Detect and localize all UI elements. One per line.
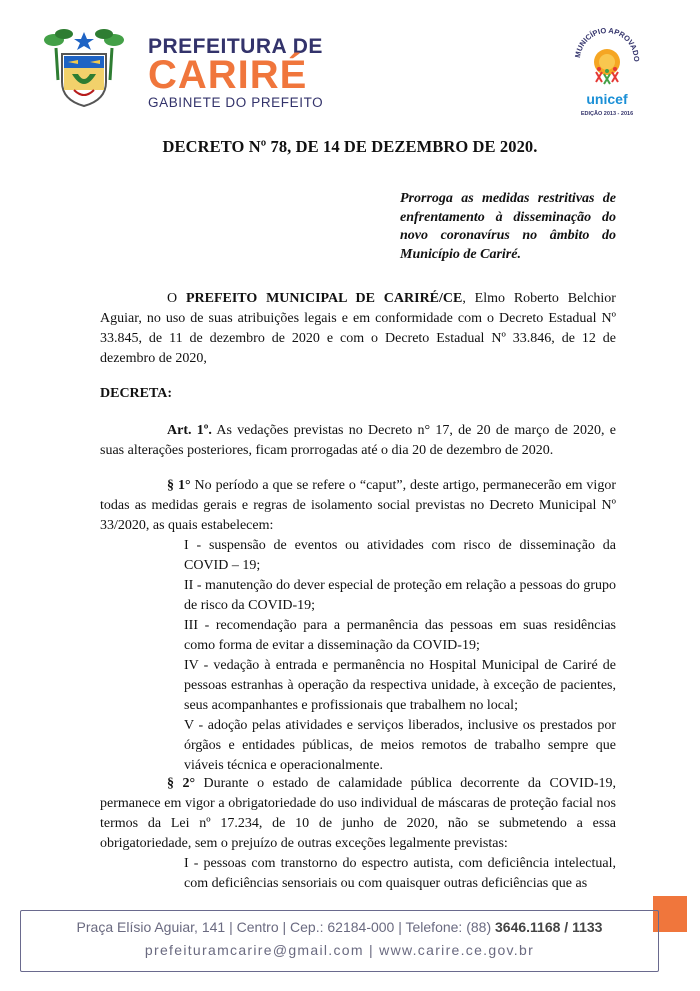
logo-line-carire: CARIRÉ: [148, 53, 308, 97]
paragraph-1: [100, 476, 616, 776]
preamble-authority: PREFEITO MUNICIPAL DE CARIRÉ/CE: [185, 291, 463, 306]
paragraph-2-item: I - pessoas com transtorno do espectro autista, com deficiência intelectual, com deficiências sensoriais ou com quaisquer outras deficiências que as: [184, 856, 616, 891]
paragraph-1-item: IV - vedação à entrada e permanência no Hospital Municipal de Cariré de pessoas estranhas à operação da respectiva unidade, à exceção de pacientes, seus acompanhantes e profissionais que trabalhem no local;: [184, 658, 616, 713]
paragraph-2: [100, 774, 616, 894]
seal-arc-text: MUNICÍPIO APROVADO: [573, 25, 642, 62]
logo-line-gabinete: GABINETE DO PREFEITO: [148, 95, 324, 110]
unicef-seal-icon: [572, 24, 642, 120]
article-1: [100, 421, 616, 461]
article-1-label: Art. 1º.: [167, 423, 212, 438]
seal-brand: unicef: [586, 91, 628, 107]
decreta-heading: DECRETA:: [100, 386, 173, 401]
paragraph-2-label: § 2°: [167, 776, 196, 791]
article-1-text: As vedações previstas no Decreto n° 17, de 20 de março de 2020, e suas alterações posteriores, ficam prorrogadas até o dia 20 de dezembro de 2020.: [100, 423, 617, 458]
decreta-heading-block: [100, 384, 616, 404]
decree-title: DECRETO Nº 78, DE 14 DE DEZEMBRO DE 2020.: [162, 137, 538, 156]
paragraph-1-item: V - adoção pelas atividades e serviços liberados, inclusive os prestados por órgãos e entidades públicas, de meios remotos de trabalho sempre que viáveis técnica e operacionalmente.: [184, 718, 616, 773]
paragraph-1-item: II - manutenção do dever especial de proteção em relação a pessoas do grupo de risco da COVID-19;: [184, 578, 616, 613]
paragraph-2-text: Durante o estado de calamidade pública decorrente da COVID-19, permanece em vigor a obrigatoriedade do uso individual de máscaras de proteção facial nos termos da Lei nº 17.234, de 10 de junho de 2020, não se submetendo a essa obrigatoriedade, sem o prejuízo de outras exceções legalmente previstas:: [100, 776, 616, 851]
footer-address: [20, 919, 659, 935]
municipal-crest-icon: [44, 20, 124, 110]
footer-phones: 3646.1168 / 1133: [495, 919, 603, 935]
decree-summary: Prorroga as medidas restritivas de enfrentamento à disseminação do novo coronavírus no âmbito do Município de Cariré.: [400, 191, 616, 262]
seal-edition: EDIÇÃO 2013 - 2016: [580, 111, 634, 117]
preamble: [100, 289, 616, 369]
paragraph-1-label: § 1°: [167, 478, 191, 493]
footer-address-text: Praça Elísio Aguiar, 141 | Centro | Cep.: 62184-000 | Telefone: (88): [76, 919, 495, 935]
footer-contact: prefeituramcarire@gmail.com | www.carire.ce.gov.br: [144, 942, 535, 958]
preamble-intro: O: [167, 291, 186, 306]
paragraph-1-text: No período a que se refere o “caput”, deste artigo, permanecerão em vigor todas as medidas gerais e regras de isolamento social previstas no Decreto Municipal Nº 33/2020, as quais estabelecem:: [100, 478, 616, 533]
paragraph-1-item: I - suspensão de eventos ou atividades com risco de disseminação da COVID – 19;: [184, 538, 616, 573]
city-hall-logo: [148, 36, 323, 111]
logo-line-prefeitura: PREFEITURA DE: [148, 35, 323, 58]
preamble-text: , Elmo Roberto Belchior Aguiar, no uso de suas atribuições legais e em conformidade com o Decreto Estadual Nº 33.845, de 11 de dezembro de 2020 e com o Decreto Estadual Nº 33.846, de 12 de dezembro de 2020,: [100, 291, 616, 366]
paragraph-1-item: III - recomendação para a permanência das pessoas em suas residências como forma de evitar a disseminação da COVID-19;: [184, 618, 616, 653]
